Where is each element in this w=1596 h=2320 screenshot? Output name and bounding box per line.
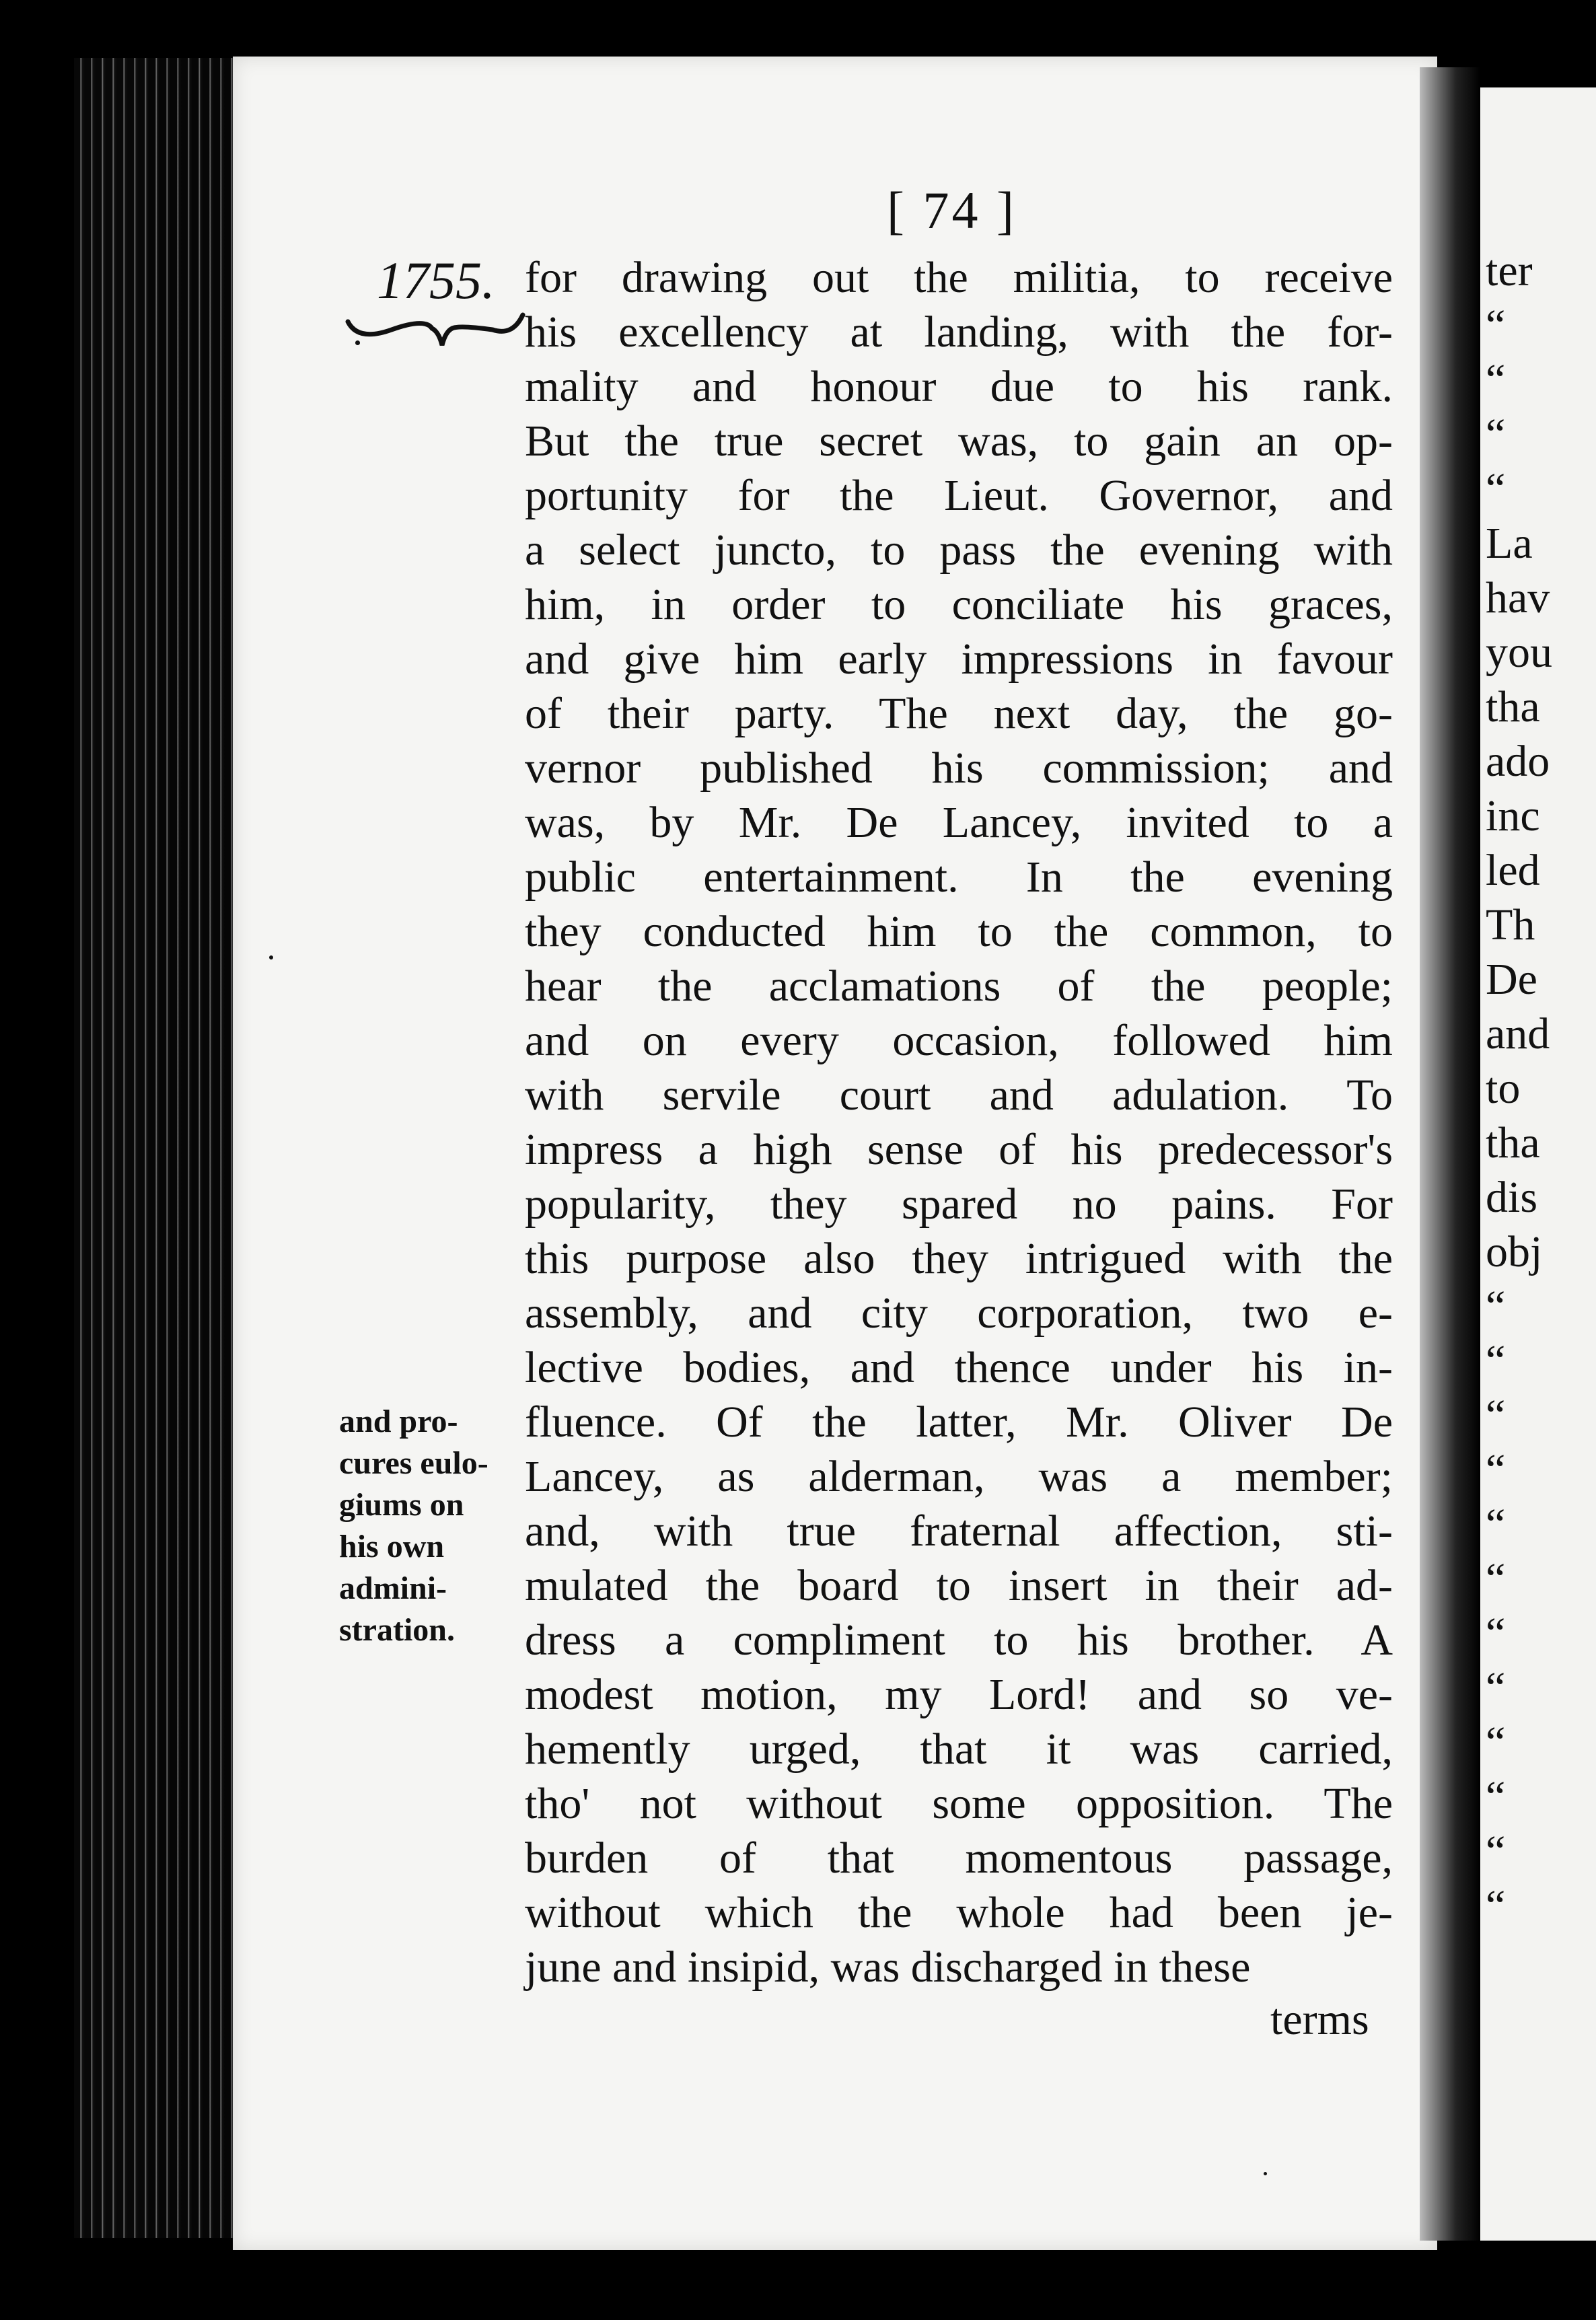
adjacent-page-fragment: ado bbox=[1486, 737, 1550, 786]
adjacent-page-fragment: De bbox=[1486, 955, 1537, 1004]
text-line: was, by Mr. De Lancey, invited to a bbox=[525, 798, 1393, 847]
text-line: modest motion, my Lord! and so ve- bbox=[525, 1670, 1393, 1719]
text-line: But the true secret was, to gain an op- bbox=[525, 416, 1393, 466]
adjacent-page-fragment: and bbox=[1486, 1009, 1550, 1058]
adjacent-page-fragment: “ bbox=[1486, 1827, 1506, 1876]
text-line: assembly, and city corporation, two e- bbox=[525, 1289, 1393, 1338]
adjacent-page-fragment: to bbox=[1486, 1064, 1521, 1113]
text-line: mulated the board to insert in their ad- bbox=[525, 1561, 1393, 1610]
adjacent-page-fragment: “ bbox=[1486, 1772, 1506, 1821]
page-number-header: [ 74 ] bbox=[887, 181, 1017, 240]
text-line: portunity for the Lieut. Governor, and bbox=[525, 471, 1393, 520]
text-line: for drawing out the militia, to receive bbox=[525, 253, 1393, 302]
text-line: and on every occasion, followed him bbox=[525, 1016, 1393, 1065]
margin-note-line: his own bbox=[339, 1529, 445, 1564]
text-line: hemently urged, that it was carried, bbox=[525, 1725, 1393, 1774]
text-line: and give him early impressions in favour bbox=[525, 635, 1393, 684]
ink-speck bbox=[1264, 2172, 1267, 2175]
margin-note-line: and pro- bbox=[339, 1404, 458, 1439]
adjacent-page-fragment: “ bbox=[1486, 355, 1506, 404]
adjacent-page-fragment: “ bbox=[1486, 1282, 1506, 1331]
adjacent-page-fragment: ter bbox=[1486, 246, 1533, 295]
ink-speck bbox=[355, 340, 360, 345]
ink-speck bbox=[269, 955, 273, 959]
text-line: lective bodies, and thence under his in- bbox=[525, 1343, 1393, 1392]
adjacent-page-fragment: dis bbox=[1486, 1173, 1538, 1222]
adjacent-page-fragment: “ bbox=[1486, 1500, 1506, 1549]
text-line: public entertainment. In the evening bbox=[525, 853, 1393, 902]
adjacent-page-fragment: tha bbox=[1486, 682, 1540, 731]
adjacent-page-fragment: obj bbox=[1486, 1227, 1543, 1276]
text-line: they conducted him to the common, to bbox=[525, 907, 1393, 956]
adjacent-page-fragment: tha bbox=[1486, 1118, 1540, 1167]
text-line: a select juncto, to pass the evening with bbox=[525, 525, 1393, 575]
text-line: and, with true fraternal affection, sti- bbox=[525, 1507, 1393, 1556]
catchword: terms bbox=[1270, 1995, 1369, 2044]
margin-note-line: giums on bbox=[339, 1487, 464, 1523]
text-line: burden of that momentous passage, bbox=[525, 1834, 1393, 1883]
adjacent-page-fragment: “ bbox=[1486, 1718, 1506, 1767]
text-line: hear the acclamations of the people; bbox=[525, 962, 1393, 1011]
text-line: june and insipid, was discharged in these bbox=[525, 1943, 1251, 1992]
body-text bbox=[525, 250, 1393, 1994]
adjacent-page-fragment: “ bbox=[1486, 1336, 1506, 1385]
gutter-shadow bbox=[1420, 67, 1480, 2241]
margin-note bbox=[339, 1401, 514, 1651]
page-edges bbox=[74, 58, 235, 2238]
margin-note-line: cures eulo- bbox=[339, 1445, 488, 1481]
text-line: with servile court and adulation. To bbox=[525, 1071, 1393, 1120]
adjacent-page-fragment: “ bbox=[1486, 410, 1506, 459]
text-line: popularity, they spared no pains. For bbox=[525, 1180, 1393, 1229]
adjacent-page-fragment: “ bbox=[1486, 1663, 1506, 1712]
adjacent-page-fragment: “ bbox=[1486, 464, 1506, 513]
margin-year: 1755. bbox=[377, 251, 495, 310]
text-line: dress a compliment to his brother. A bbox=[525, 1616, 1393, 1665]
adjacent-page-fragment: “ bbox=[1486, 1881, 1506, 1930]
adjacent-page-fragment: hav bbox=[1486, 573, 1550, 622]
text-line: tho' not without some opposition. The bbox=[525, 1779, 1393, 1828]
adjacent-page-fragment: led bbox=[1486, 846, 1540, 895]
adjacent-page-fragment: “ bbox=[1486, 301, 1506, 350]
text-line: impress a high sense of his predecessor's bbox=[525, 1125, 1393, 1174]
adjacent-page-fragment: “ bbox=[1486, 1445, 1506, 1494]
adjacent-page bbox=[1480, 87, 1596, 2241]
adjacent-page-fragment: “ bbox=[1486, 1391, 1506, 1440]
adjacent-page-fragment: “ bbox=[1486, 1609, 1506, 1658]
text-line: without which the whole had been je- bbox=[525, 1888, 1393, 1937]
text-line: him, in order to conciliate his graces, bbox=[525, 580, 1393, 629]
adjacent-page-fragment: “ bbox=[1486, 1554, 1506, 1603]
brace-ornament bbox=[344, 308, 526, 349]
text-line: mality and honour due to his rank. bbox=[525, 362, 1393, 411]
margin-note-line: admini- bbox=[339, 1570, 447, 1606]
adjacent-page-fragment: Th bbox=[1486, 900, 1535, 949]
margin-note-line: stration. bbox=[339, 1612, 455, 1648]
adjacent-page-fragment: La bbox=[1486, 519, 1533, 568]
text-line: Lancey, as alderman, was a member; bbox=[525, 1452, 1393, 1501]
text-line: this purpose also they intrigued with the bbox=[525, 1234, 1393, 1283]
text-line: of their party. The next day, the go- bbox=[525, 689, 1393, 738]
text-line: vernor published his commission; and bbox=[525, 744, 1393, 793]
text-line: fluence. Of the latter, Mr. Oliver De bbox=[525, 1398, 1393, 1447]
adjacent-page-fragment: inc bbox=[1486, 791, 1540, 840]
adjacent-page-fragment: you bbox=[1486, 628, 1552, 677]
text-line: his excellency at landing, with the for- bbox=[525, 307, 1393, 357]
